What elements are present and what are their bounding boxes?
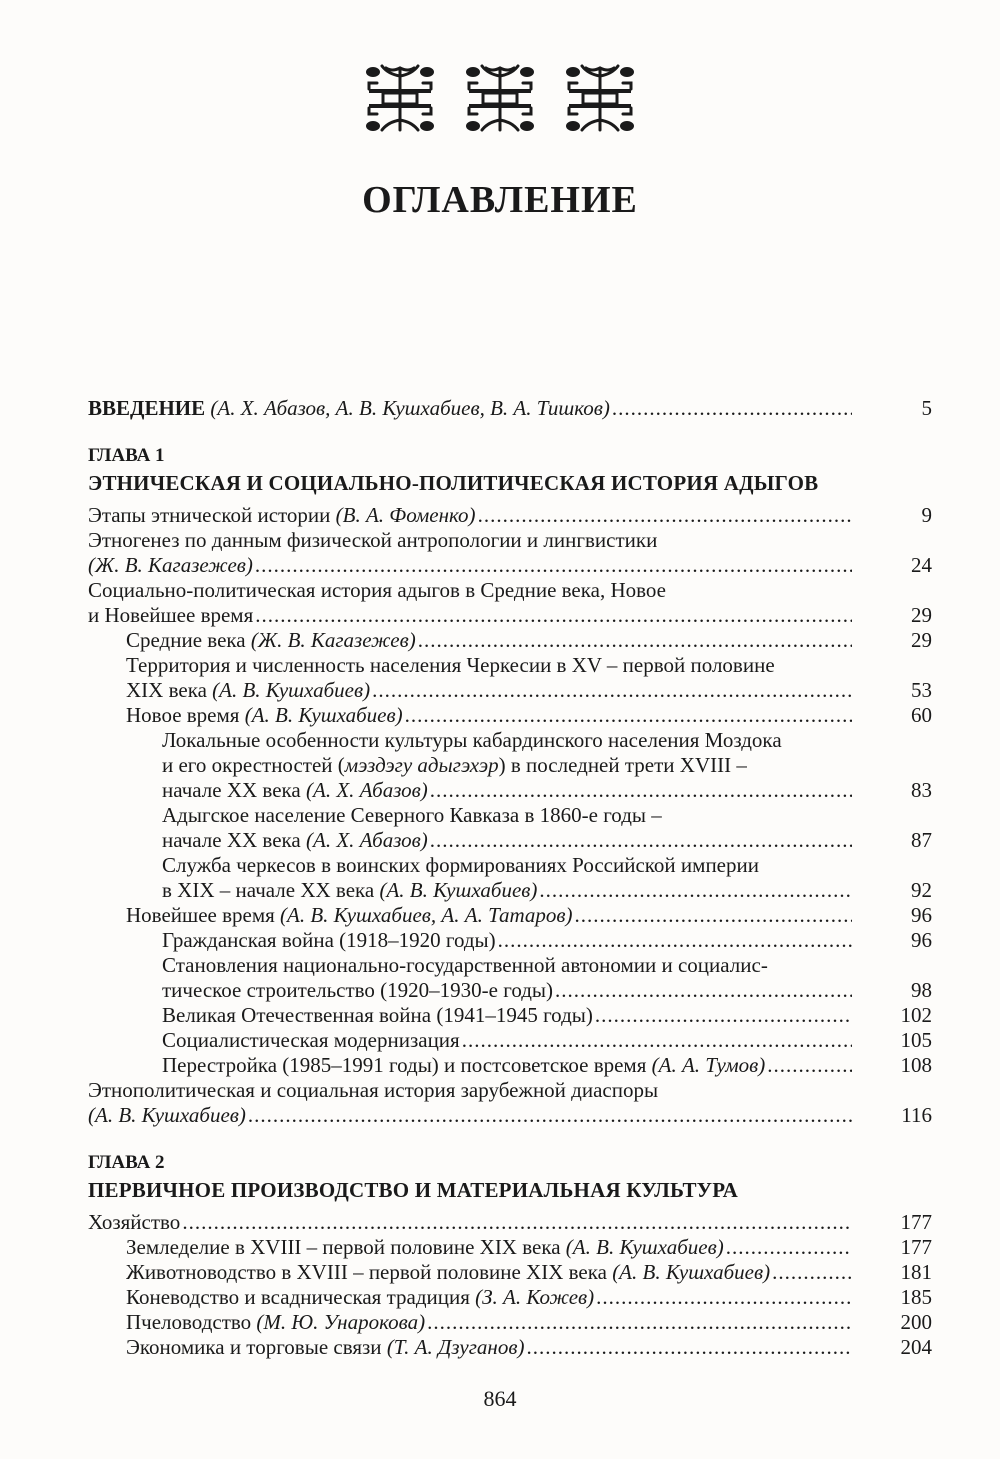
page-ref: 29 [911,603,932,627]
dot-leader [462,1028,852,1053]
dot-leader [430,828,852,853]
entry-line [88,1210,852,1235]
page-ref: 177 [900,1235,932,1259]
toc-entry[interactable] [88,728,932,803]
toc-entry[interactable] [88,1053,932,1078]
dot-leader [418,628,852,653]
entry-line [88,528,852,553]
entry-authors: (А. Х. Абазов) [306,778,428,802]
entry-authors: (З. А. Кожев) [475,1285,595,1309]
dot-leader [772,1260,852,1285]
entry-text: Новейшее время [126,903,281,927]
page-ref: 185 [900,1285,932,1309]
entry-text: Великая Отечественная война (1941–1945 годы) [162,1003,593,1027]
entry-authors: (А. В. Кушхабиев, А. А. Татаров) [280,903,573,927]
entry-text: Этапы этнической истории [88,503,336,527]
page-ref: 87 [911,828,932,852]
entry-authors: (А. В. Кушхабиев) [88,1103,246,1127]
entry-line-text [126,1310,425,1335]
entry-line [162,853,852,878]
entry-authors: (А. Х. Абазов) [306,828,428,852]
intro-authors: (А. Х. Абазов, А. В. Кушхабиев, В. А. Тишков) [210,396,610,420]
dot-leader [539,878,852,903]
entry-authors: (А. В. Кушхабиев) [244,703,403,727]
toc-entry[interactable] [88,903,932,928]
toc-entry[interactable] [88,503,932,528]
toc-entry-introduction[interactable] [88,396,932,421]
entry-line [126,678,852,703]
toc-entry[interactable] [88,1335,932,1360]
entry-text: Адыгское население Северного Кавказа в 1860-е годы – [162,803,662,827]
entry-line-text [162,1003,593,1028]
dot-leader [405,703,852,728]
entry-line-text [162,878,537,903]
ornament-row [0,62,1000,136]
page-ref: 98 [911,978,932,1002]
entry-line-text [88,503,476,528]
page-ref: 29 [911,628,932,652]
page-ref: 102 [900,1003,932,1027]
page-ref: 116 [901,1103,932,1127]
entry-line [126,1285,852,1310]
entry-line [162,1053,852,1078]
entry-text: начале XX века [162,828,306,852]
toc-entry[interactable] [88,1028,932,1053]
entry-text: Коневодство и всадническая традиция [126,1285,476,1309]
entry-text: Новое время [126,703,245,727]
dot-leader [726,1235,852,1260]
page-ref: 83 [911,778,932,802]
dot-leader [595,1003,852,1028]
entry-line-text [88,553,253,578]
chapter-label: ГЛАВА 1 [88,445,165,466]
page-ref: 53 [911,678,932,702]
entry-line-text [162,928,496,953]
entry-text: тическое строительство (1920–1930-е годы) [162,978,554,1002]
entry-text: и Новейшее время [88,603,254,627]
entry-line [162,1003,852,1028]
page-ref: 96 [911,928,932,952]
page-ref: 200 [900,1310,932,1334]
entry-line-text [126,1335,524,1360]
entry-line-text [126,628,416,653]
entry-text: Земледелие в XVIII – первой половине XIX века [126,1235,566,1259]
entry-line [162,803,852,828]
entry-line [162,1028,852,1053]
entry-text: в XIX – начале XX века [162,878,380,902]
page-ref: 177 [900,1210,932,1234]
entry-line-text [126,1235,724,1260]
entry-text: Перестройка (1985–1991 годы) и постсоветское время [162,1053,652,1077]
entry-authors: (А. А. Тумов) [651,1053,766,1077]
dot-leader [182,1210,852,1235]
entry-line [162,753,852,778]
chapters-container [88,443,932,1360]
dot-leader [526,1335,852,1360]
entry-line [162,878,852,903]
entry-line [162,728,852,753]
entry-text: Гражданская война (1918–1920 годы) [162,928,496,952]
dot-leader [478,503,852,528]
chapter-title: ЭТНИЧЕСКАЯ И СОЦИАЛЬНО-ПОЛИТИЧЕСКАЯ ИСТОРИЯ АДЫГОВ [88,471,819,495]
circassian-ornament-icon [359,62,441,136]
entry-authors: (Ж. В. Кагазежев) [88,553,253,577]
entry-authors: (М. Ю. Унарокова) [256,1310,426,1334]
entry-line-text [126,703,403,728]
dot-leader [498,928,852,953]
entry-text: Становления национально-государственной автономии и социалис- [162,953,768,977]
entry-line-text [88,1210,180,1235]
entry-line [88,603,852,628]
dot-leader [555,978,852,1003]
toc-entry[interactable] [88,653,932,703]
page-ref: 9 [921,503,932,527]
entry-authors: (А. В. Кушхабиев) [565,1235,724,1259]
entry-authors: (В. А. Фоменко) [335,503,476,527]
entry-line [88,553,852,578]
entry-line [126,628,852,653]
page-ref: 204 [900,1335,932,1359]
entry-text: Локальные особенности культуры кабардинского населения Моздока [162,728,782,752]
toc-entry[interactable] [88,853,932,903]
chapter-title: ПЕРВИЧНОЕ ПРОИЗВОДСТВО И МАТЕРИАЛЬНАЯ КУЛЬТУРА [88,1178,738,1202]
table-of-contents [88,396,932,1360]
dot-leader [248,1103,852,1128]
entry-text: Территория и численность населения Черкесии в XV – первой половине [126,653,775,677]
entry-text: Экономика и торговые связи [126,1335,387,1359]
page-number: 864 [483,1386,517,1411]
entry-line [162,778,852,803]
entry-authors: мэздэгу адыгэхэр [344,753,499,777]
dot-leader [430,778,852,803]
page-title: ОГЛАВЛЕНИЕ [362,179,638,221]
entry-line-text [162,828,428,853]
toc-entry[interactable] [88,1260,932,1285]
toc-entry[interactable] [88,953,932,1003]
entry-line [126,1235,852,1260]
dot-leader [372,678,852,703]
entry-text: XIX века [126,678,213,702]
entry-authors: (А. В. Кушхабиев) [212,678,371,702]
entry-text: Служба черкесов в воинских формированиях Российской империи [162,853,759,877]
entry-line [88,1078,852,1103]
page-ref: 60 [911,703,932,727]
entry-line-text [162,1028,460,1053]
entry-line [126,1310,852,1335]
toc-entry[interactable] [88,1235,932,1260]
entry-line [162,978,852,1003]
dot-leader [255,553,852,578]
entry-line [88,1103,852,1128]
toc-entry[interactable] [88,578,932,628]
entry-authors: (А. В. Кушхабиев) [612,1260,771,1284]
entry-line [162,953,852,978]
dot-leader [255,603,852,628]
entry-line [162,828,852,853]
dot-leader [596,1285,852,1310]
entry-line [126,903,852,928]
entry-line-text [88,1103,246,1128]
entry-text: Этнополитическая и социальная история зарубежной диаспоры [88,1078,659,1102]
entry-line [162,928,852,953]
toc-entry[interactable] [88,803,932,853]
entry-line-text [162,778,428,803]
toc-entry[interactable] [88,1285,932,1310]
toc-entry[interactable] [88,528,932,578]
entry-text: Хозяйство [88,1210,181,1234]
entry-line-text [162,1053,765,1078]
entry-authors: (Т. А. Дзуганов) [386,1335,525,1359]
entry-text: Животноводство в XVIII – первой половине XIX века [126,1260,613,1284]
entry-text: Этногенез по данным физической антропологии и лингвистики [88,528,658,552]
entry-line-text [88,603,253,628]
page-ref: 24 [911,553,932,577]
page-ref: 92 [911,878,932,902]
entry-text: Средние века [126,628,251,652]
entry-authors: (А. В. Кушхабиев) [379,878,538,902]
entry-line [126,703,852,728]
intro-label: ВВЕДЕНИЕ [88,396,206,420]
entry-line [126,653,852,678]
dot-leader [612,396,852,421]
toc-entry[interactable] [88,703,932,728]
dot-leader [767,1053,852,1078]
entry-text: Пчеловодство [126,1310,257,1334]
entry-line-text [162,978,553,1003]
toc-entry[interactable] [88,1210,932,1235]
circassian-ornament-icon [559,62,641,136]
toc-entry[interactable] [88,1078,932,1128]
entry-line [126,1335,852,1360]
toc-entry[interactable] [88,1310,932,1335]
entry-text: Социалистическая модернизация [162,1028,460,1052]
entry-line-text [126,1260,770,1285]
page-ref: 105 [900,1028,932,1052]
entry-line-text [126,1285,594,1310]
page-ref: 108 [900,1053,932,1077]
entry-text: и его окрестностей ( [162,753,345,777]
toc-entry[interactable] [88,1003,932,1028]
entry-text: Социально-политическая история адыгов в Средние века, Новое [88,578,666,602]
entry-line-text [126,678,370,703]
entry-text: ) в последней трети XVIII – [498,753,747,777]
entry-line [126,1260,852,1285]
entry-line [88,578,852,603]
page-ref: 96 [911,903,932,927]
toc-entry[interactable] [88,928,932,953]
page-ref: 5 [921,396,932,420]
page-ref: 181 [900,1260,932,1284]
entry-text: начале XX века [162,778,306,802]
entry-authors: (Ж. В. Кагазежев) [250,628,416,652]
circassian-ornament-icon [459,62,541,136]
chapter-label: ГЛАВА 2 [88,1152,165,1173]
dot-leader [427,1310,852,1335]
entry-line-text [126,903,573,928]
toc-entry[interactable] [88,628,932,653]
dot-leader [575,903,852,928]
entry-line [88,503,852,528]
